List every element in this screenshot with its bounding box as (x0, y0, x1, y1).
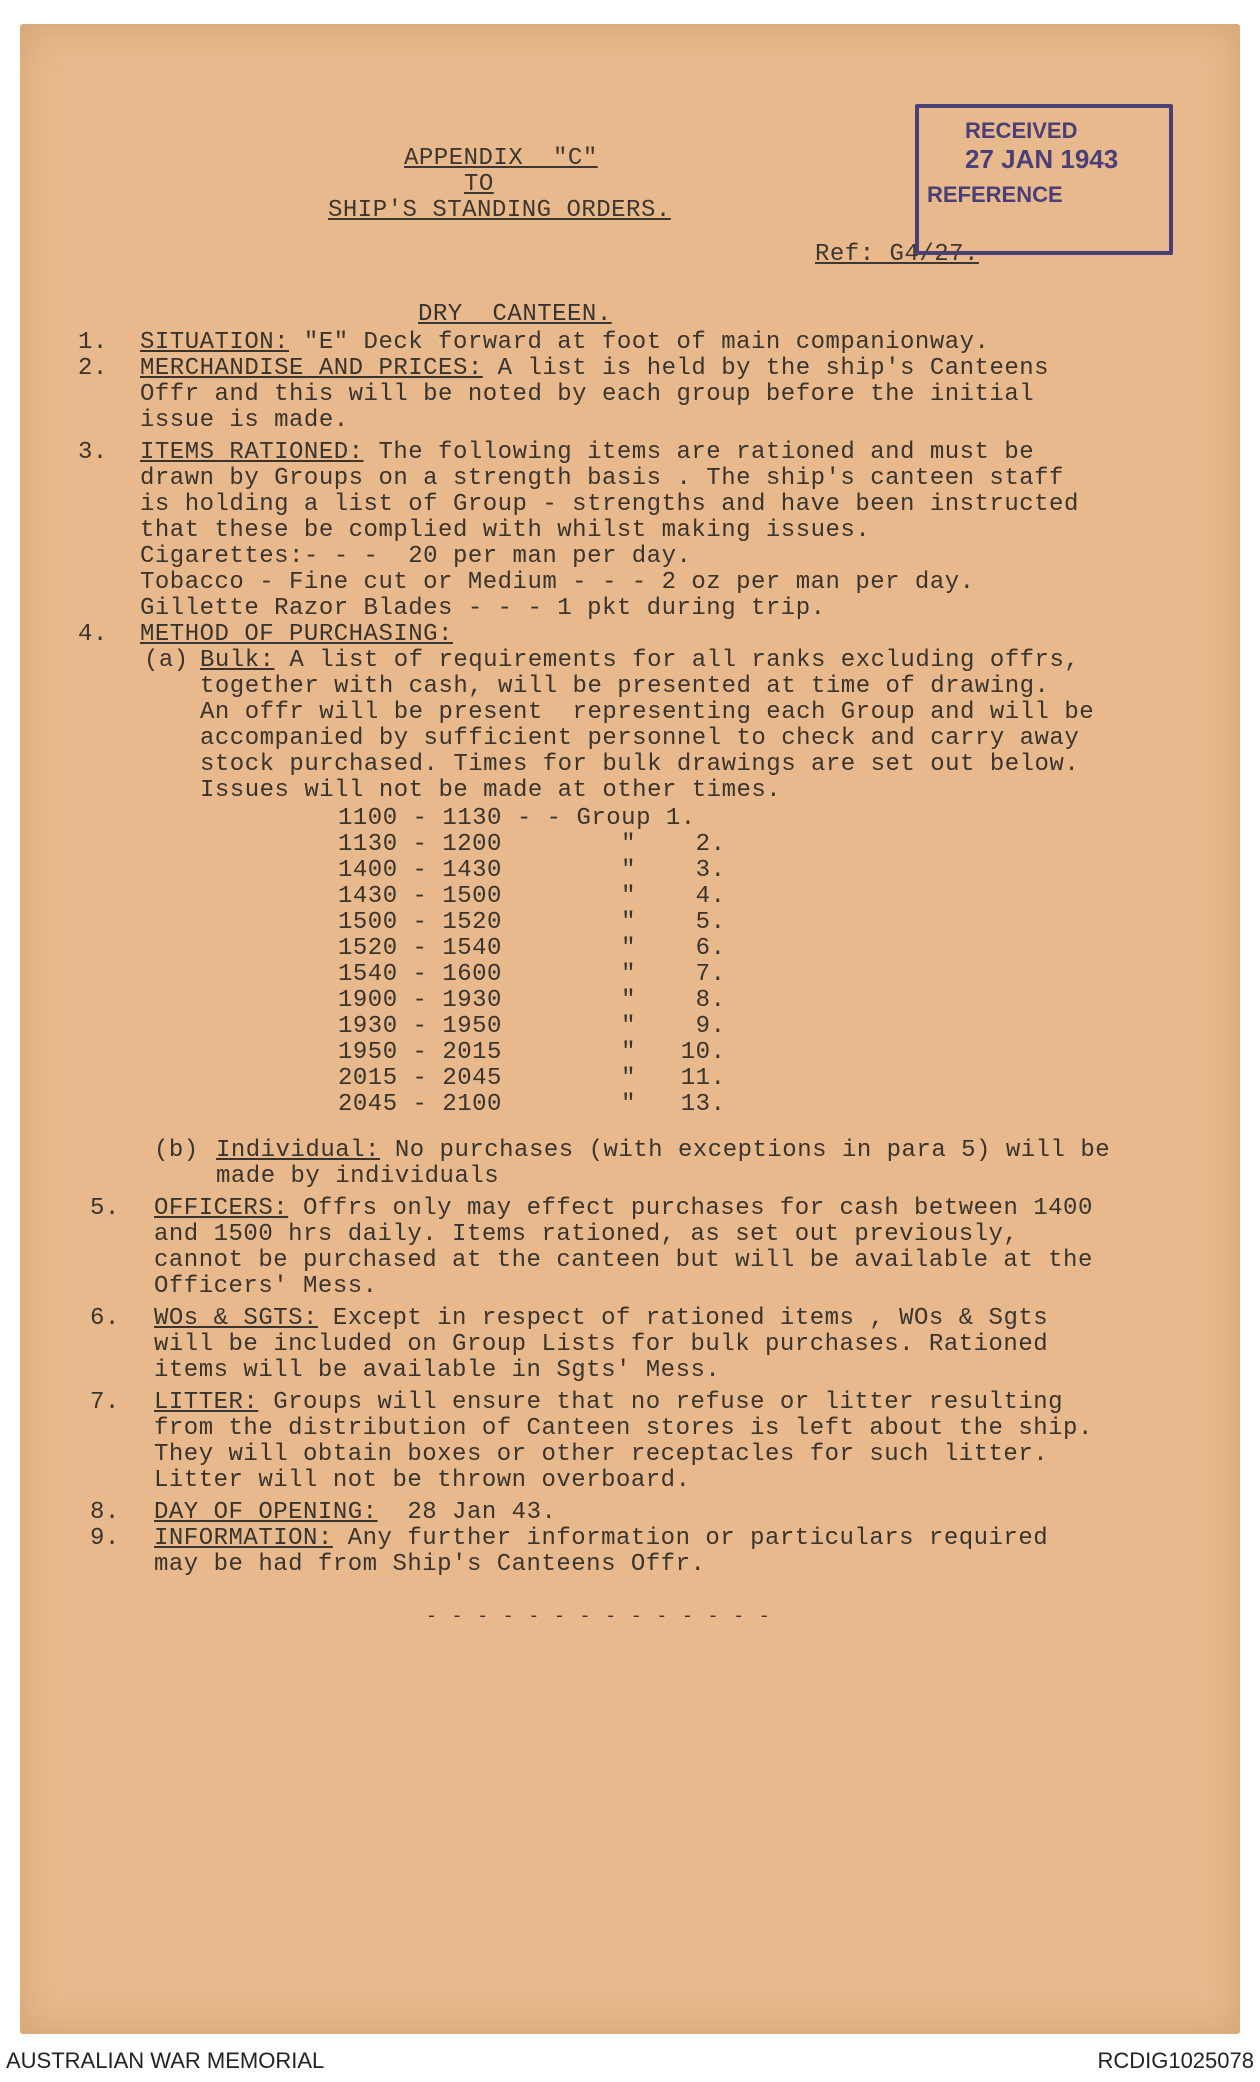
para-7-heading: LITTER: (154, 1389, 259, 1416)
para-4a-line: stock purchased. Times for bulk drawings are set out below. (200, 751, 1080, 778)
schedule-row: 1900 - 1930 " 8. (338, 987, 726, 1014)
schedule-row: 1540 - 1600 " 7. (338, 961, 726, 988)
document-paper (20, 24, 1240, 2034)
para-3-text: The following items are rationed and must be (363, 439, 1035, 466)
para-5-text: Offrs only may effect purchases for cash between 1400 (288, 1195, 1093, 1222)
para-6-number: 6. (90, 1305, 120, 1332)
para-1-heading: SITUATION: (140, 329, 290, 356)
schedule-row: 2015 - 2045 " 11. (338, 1065, 726, 1092)
para-2-line: issue is made. (140, 407, 349, 434)
para-1-text: "E" Deck forward at foot of main companionway. (289, 329, 990, 356)
para-3-heading: ITEMS RATIONED: (140, 439, 364, 466)
schedule-row: 1500 - 1520 " 5. (338, 909, 726, 936)
para-8-number: 8. (90, 1499, 120, 1526)
para-8-text: 28 Jan 43. (377, 1499, 557, 1526)
para-7-line: Litter will not be thrown overboard. (154, 1467, 691, 1494)
para-7-line: from the distribution of Canteen stores is left about the ship. (154, 1415, 1093, 1442)
schedule-row: 1950 - 2015 " 10. (338, 1039, 726, 1066)
schedule-row: 1100 - 1130 - - Group 1. (338, 805, 696, 832)
para-4-heading: METHOD OF PURCHASING: (140, 621, 453, 648)
para-6-line: will be included on Group Lists for bulk purchases. Rationed (154, 1331, 1049, 1358)
para-4a-line: Issues will not be made at other times. (200, 777, 782, 804)
para-4b (216, 1138, 1110, 1164)
para-5-heading: OFFICERS: (154, 1195, 289, 1222)
para-2-number: 2. (78, 355, 108, 382)
para-3-number: 3. (78, 439, 108, 466)
end-rule: - - - - - - - - - - - - - - (426, 1607, 772, 1627)
para-2-line: Offr and this will be noted by each group before the initial (140, 381, 1035, 408)
para-4a (200, 648, 1079, 674)
appendix-title-orders: SHIP'S STANDING ORDERS. (328, 197, 671, 224)
para-5-line: and 1500 hrs daily. Items rationed, as set out previously, (154, 1221, 1019, 1248)
para-1-number: 1. (78, 329, 108, 356)
para-8 (154, 1500, 556, 1526)
para-5 (154, 1196, 1093, 1222)
para-2-heading: MERCHANDISE AND PRICES: (140, 355, 483, 382)
para-9-text: Any further information or particulars required (332, 1525, 1049, 1552)
para-4a-line: accompanied by sufficient personnel to check and carry away (200, 725, 1080, 752)
para-6-heading: WOs & SGTS: (154, 1305, 318, 1332)
para-3-line: that these be complied with whilst making issues. (140, 517, 871, 544)
para-3-line: Tobacco - Fine cut or Medium - - - 2 oz per man per day. (140, 569, 975, 596)
para-4-number: 4. (78, 621, 108, 648)
para-2 (140, 356, 1049, 382)
schedule-row: 2045 - 2100 " 13. (338, 1091, 726, 1118)
para-3-line: Gillette Razor Blades - - - 1 pkt during trip. (140, 595, 826, 622)
appendix-title-to: TO (464, 171, 494, 198)
para-6-text: Except in respect of rationed items , WOs & Sgts (317, 1305, 1049, 1332)
received-stamp (915, 104, 1173, 255)
para-7 (154, 1390, 1063, 1416)
para-5-number: 5. (90, 1195, 120, 1222)
para-4b-heading: Individual: (216, 1137, 380, 1164)
para-4a-text: A list of requirements for all ranks excluding offrs, (274, 647, 1080, 674)
schedule-row: 1930 - 1950 " 9. (338, 1013, 726, 1040)
para-9-line: may be had from Ship's Canteens Offr. (154, 1551, 706, 1578)
schedule-row: 1400 - 1430 " 3. (338, 857, 726, 884)
para-9 (154, 1526, 1048, 1552)
stamp-received: RECEIVED (965, 118, 1078, 143)
para-3 (140, 440, 1034, 466)
para-4b-label: (b) (154, 1137, 199, 1164)
para-3-line: is holding a list of Group - strengths and have been instructed (140, 491, 1079, 518)
para-2-text: A list is held by the ship's Canteens (482, 355, 1050, 382)
para-5-line: Officers' Mess. (154, 1273, 378, 1300)
reference-number: Ref: G4/27. (815, 241, 979, 268)
para-9-heading: INFORMATION: (154, 1525, 333, 1552)
appendix-title: APPENDIX "C" (404, 145, 598, 172)
footer-catalogue-id: RCDIG1025078 (1097, 2048, 1254, 2073)
schedule-row: 1430 - 1500 " 4. (338, 883, 726, 910)
para-6 (154, 1306, 1048, 1332)
para-4b-line: made by individuals (216, 1163, 500, 1190)
footer-archive-name: AUSTRALIAN WAR MEMORIAL (6, 2048, 325, 2073)
para-1 (140, 330, 989, 356)
para-7-line: They will obtain boxes or other receptacles for such litter. (154, 1441, 1049, 1468)
schedule-row: 1520 - 1540 " 6. (338, 935, 726, 962)
para-4a-line: together with cash, will be presented at time of drawing. (200, 673, 1050, 700)
para-7-text: Groups will ensure that no refuse or litter resulting (258, 1389, 1064, 1416)
para-3-line: drawn by Groups on a strength basis . The ship's canteen staff (140, 465, 1064, 492)
para-7-number: 7. (90, 1389, 120, 1416)
para-6-line: items will be available in Sgts' Mess. (154, 1357, 721, 1384)
section-title: DRY CANTEEN. (418, 301, 612, 328)
para-8-heading: DAY OF OPENING: (154, 1499, 378, 1526)
stamp-date: 27 JAN 1943 (965, 144, 1119, 174)
para-3-line: Cigarettes:- - - 20 per man per day. (140, 543, 692, 570)
para-5-line: cannot be purchased at the canteen but will be available at the (154, 1247, 1093, 1274)
para-4a-line: An offr will be present representing each Group and will be (200, 699, 1095, 726)
para-4b-text: No purchases (with exceptions in para 5) will be (379, 1137, 1111, 1164)
para-4a-heading: Bulk: (200, 647, 275, 674)
para-9-number: 9. (90, 1525, 120, 1552)
para-4a-label: (a) (144, 647, 189, 674)
schedule-row: 1130 - 1200 " 2. (338, 831, 726, 858)
stamp-reference: REFERENCE (927, 182, 1063, 207)
